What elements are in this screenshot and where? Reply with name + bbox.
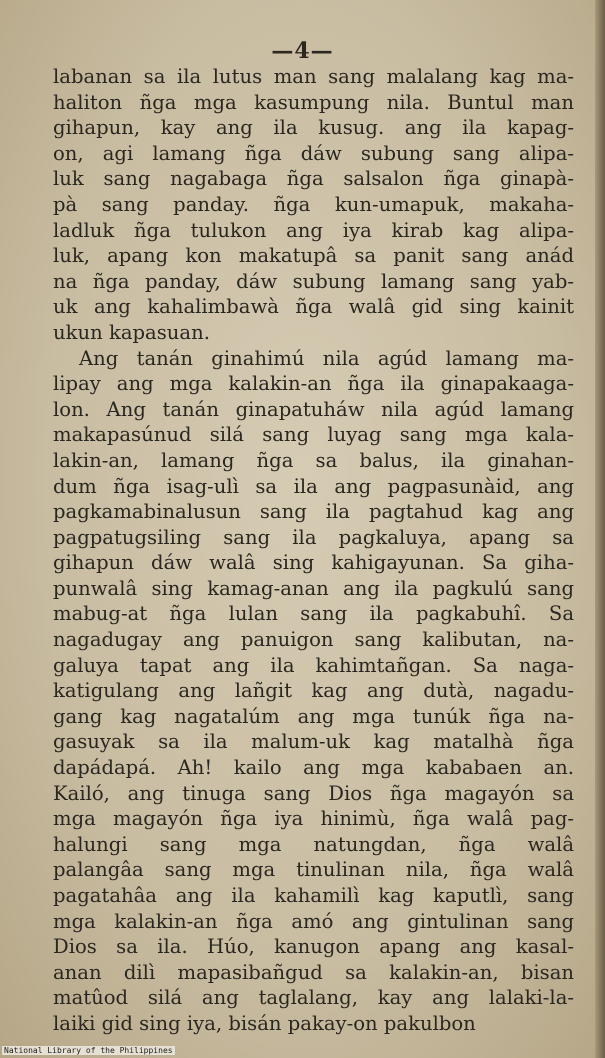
text-line: lipay ang mga kalakin-an ñga ila ginapakaaga- [53,372,574,396]
text-line: pagkamabinalusun sang ila pagtahud kag ang [53,500,574,524]
book-spine-edge [595,0,605,1058]
text-line: laiki gid sing iya, bisán pakay-on pakulbon [53,1011,476,1035]
body-text [53,64,574,1037]
text-line: lakin-an, lamang ñga sa balus, ila ginahan- [53,448,574,472]
text-line: na ñga panday, dáw subung lamang sang yab- [53,269,574,293]
text-line: Ang tanán ginahimú nila agúd lamang ma- [79,346,574,370]
text-line: Kailó, ang tinuga sang Dios ñga magayón sa [53,781,574,805]
text-line: luk, apang kon makatupâ sa panit sang anád [53,244,574,268]
text-line: pagatahâa ang ila kahamilì kag kaputlì, sang [53,884,574,907]
text-line: katigulang ang lañgit kag ang dutà, nagadu- [53,679,574,703]
text-line: lon. Ang tanán ginapatuháw nila agúd lamang [53,397,574,421]
text-line: luk sang nagabaga ñga salsalon ñga ginapà- [53,167,574,191]
text-line: palangâa sang mga tinulinan nila, ñga walâ [53,858,574,882]
text-line: haliton ñga mga kasumpung nila. Buntul man [53,90,574,114]
text-line: pagpatugsiling sang ila pagkaluya, apang sa [53,525,574,549]
text-line: gang kag nagatalúm ang mga tunúk ñga na- [53,704,574,728]
text-line: gihapun dáw walâ sing kahigayunan. Sa giha- [53,551,574,575]
text-line: anan dilì mapasibañgud sa kalakin-an, bisan [53,960,574,984]
text-line: mga magayón ñga iya hinimù, ñga walâ pag- [53,807,574,831]
text-line: Dios sa ila. Húo, kanugon apang ang kasal- [53,935,574,959]
text-line: galuya tapat ang ila kahimtañgan. Sa naga- [53,653,574,677]
text-line: halungi sang mga natungdan, ñga walâ [53,832,574,856]
text-line: dapádapá. Ah! kailo ang mga kababaen an. [53,756,574,780]
text-line: pà sang panday. ñga kun-umapuk, makaha- [53,192,574,216]
text-line: mga kalakin-an ñga amó ang gintulinan sang [53,909,574,933]
text-line: gasuyak sa ila malum-uk kag matalhà ñga [53,730,574,754]
text-line: gihapun, kay ang ila kusug. ang ila kapag- [53,116,574,140]
text-line: punwalâ sing kamag-anan ang ila pagkulú sang [53,576,574,600]
text-line: mabug-at ñga lulan sang ila pagkabuhî. Sa [53,602,574,626]
text-line: uk ang kahalimbawà ñga walâ gid sing kainit [53,295,574,319]
text-line: on, agi lamang ñga dáw subung sang alipa- [53,141,574,165]
text-line: ladluk ñga tulukon ang iya kirab kag alipa- [53,218,574,242]
text-line: matûod silá ang taglalang, kay ang lalaki-la- [53,986,574,1010]
page-number: —4— [271,38,334,64]
text-line: nagadugay ang panuigon sang kalibutan, na- [53,628,574,652]
text-line: labanan sa ila lutus man sang malalang kag ma- [53,65,574,88]
text-line: ukun kapasuan. [53,320,210,344]
text-line: dum ñga isag-ulì sa ila ang pagpasunàid, ang [53,474,574,498]
text-line: makapasúnud silá sang luyag sang mga kala- [53,423,574,447]
library-footer: National Library of the Philippines [4,1046,173,1055]
